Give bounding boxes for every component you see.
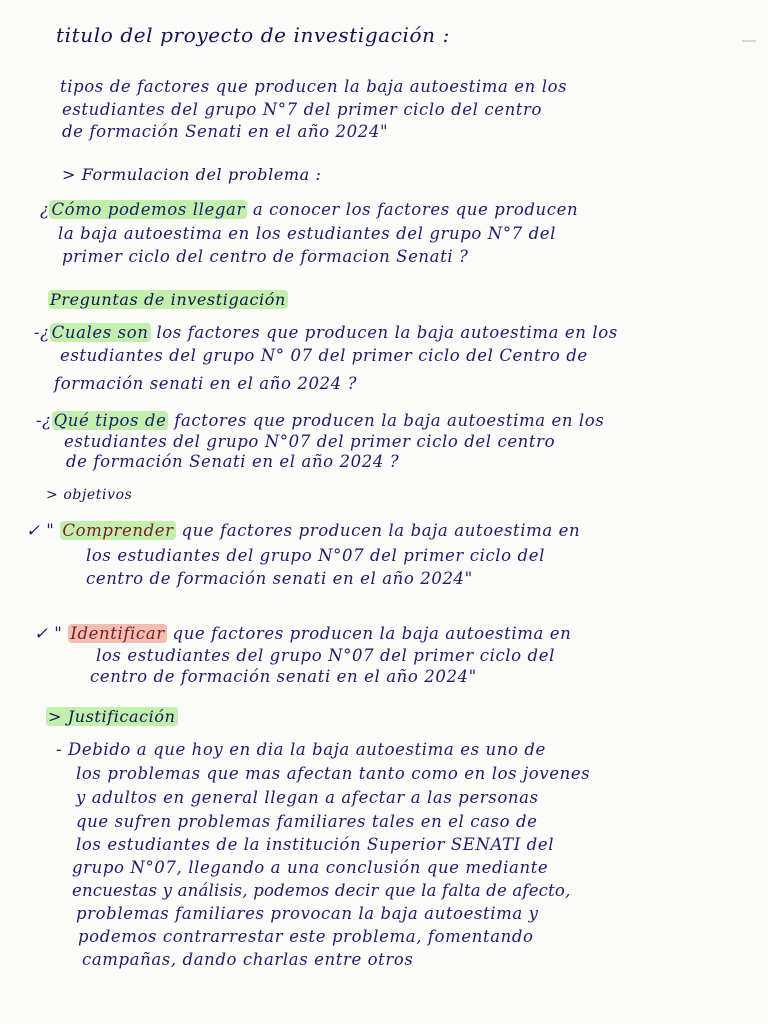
justificacion-line-2: los problemas que mas afectan tanto como en los jovenes [76,764,591,783]
pregunta-1-line-1 [34,322,618,344]
objetivo-2-line-1 [34,623,571,645]
objetivos-heading: > objetivos [46,487,133,503]
intro-line-1: tipos de factores que producen la baja autoestima en los [60,77,568,96]
justificacion-line-6: grupo N°07, llegando a una conclusión que mediante [72,858,549,877]
pregunta-1-line-3: formación senati en el año 2024 ? [54,374,358,393]
formulacion-heading: > Formulacion del problema : [62,165,322,184]
highlight-identificar: Identificar [70,624,165,643]
page-title: titulo del proyecto de investigación : [56,23,450,47]
highlight-preguntas: Preguntas de investigación [50,290,286,309]
highlight-comprender: Comprender [62,521,174,540]
intro-line-2: estudiantes del grupo N°7 del primer ciclo del centro [62,100,543,119]
justificacion-line-7: encuestas y análisis, podemos decir que la falta de afecto, [72,881,571,900]
pregunta-2-line-2: estudiantes del grupo N°07 del primer ciclo del centro [64,432,556,451]
objetivo-2-quote: " [54,624,63,643]
question-mark: ¿ [40,200,50,219]
justificacion-line-5: los estudiantes de la institución Superior SENATI del [76,835,555,854]
objetivo-1-line-3: centro de formación senati en el año 2024" [86,569,473,588]
pregunta-2-line-1 [36,410,604,432]
objetivo-1-line-2: los estudiantes del grupo N°07 del primer ciclo del [86,546,545,565]
pregunta-1-rest: los factores que producen la baja autoestima en los [150,323,618,342]
objetivo-1-line-1 [26,520,580,542]
justificacion-line-4: que sufren problemas familiares tales en el caso de [76,812,538,831]
preguntas-heading [48,289,288,311]
objetivo-1-rest: que factores producen la baja autoestima en [175,521,581,540]
objetivo-1-quote: " [46,521,55,540]
question-rest: a conocer los factores que producen [246,200,579,219]
highlight-como-podemos-llegar: Cómo podemos llegar [51,200,245,219]
objetivo-2-rest: que factores producen la baja autoestima en [166,624,572,643]
pregunta-1-line-2: estudiantes del grupo N° 07 del primer ciclo del Centro de [60,346,588,365]
pregunta-1-prefix: -¿ [34,323,50,342]
highlight-justificacion: > Justificación [48,707,176,726]
objetivo-2-line-2: los estudiantes del grupo N°07 del primer ciclo del [96,646,555,665]
formulacion-question-line-2: la baja autoestima en los estudiantes del grupo N°7 del [58,224,557,243]
highlight-cuales-son: Cuales son [51,323,149,342]
objetivo-2-line-3: centro de formación senati en el año 2024" [90,667,477,686]
formulacion-question-line-1 [40,199,578,221]
pregunta-2-prefix: -¿ [36,411,52,430]
highlight-que-tipos-de: Qué tipos de [53,411,167,430]
justificacion-heading [46,706,178,728]
check-icon: ✓ [26,521,41,540]
justificacion-line-8: problemas familiares provocan la baja autoestima y [76,904,539,923]
check-icon: ✓ [34,624,49,643]
pregunta-2-line-3: de formación Senati en el año 2024 ? [66,452,400,471]
formulacion-question-line-3: primer ciclo del centro de formacion Senati ? [62,247,469,266]
justificacion-line-10: campañas, dando charlas entre otros [82,950,414,969]
justificacion-line-1: - Debido a que hoy en dia la baja autoestima es uno de [56,740,546,759]
justificacion-line-3: y adultos en general llegan a afectar a las personas [76,788,539,807]
justificacion-line-9: podemos contrarrestar este problema, fomentando [78,927,534,946]
scan-mark [742,40,756,42]
intro-line-3: de formación Senati en el año 2024" [62,122,389,141]
pregunta-2-rest: factores que producen la baja autoestima en los [168,411,605,430]
